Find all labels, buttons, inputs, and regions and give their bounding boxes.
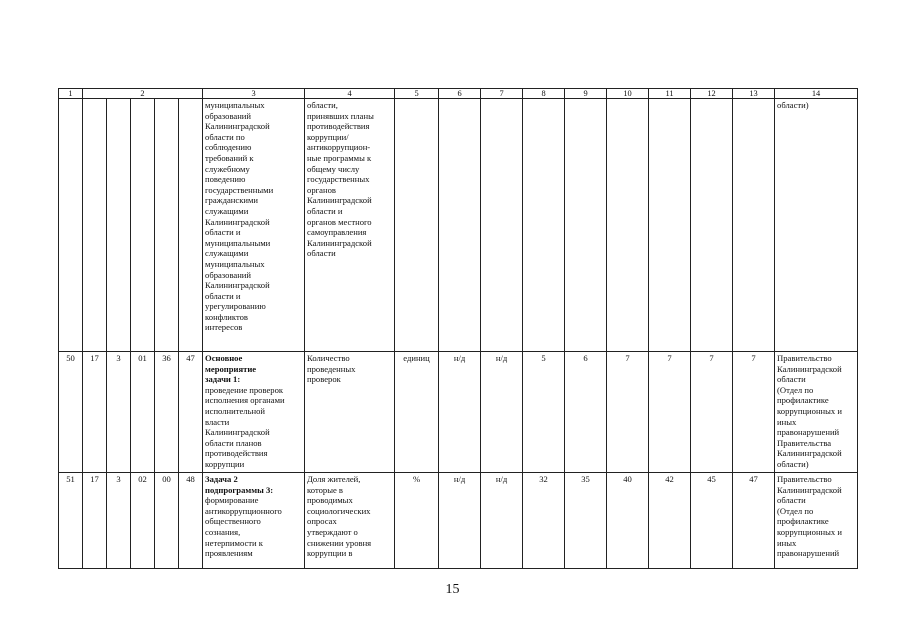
cell-empty <box>155 99 179 352</box>
cell-code-activity: 36 <box>155 352 179 473</box>
cell-empty <box>131 99 155 352</box>
header-cell-14: 14 <box>775 89 858 99</box>
header-row <box>59 89 858 99</box>
header-cell-13: 13 <box>733 89 775 99</box>
header-cell-5: 5 <box>395 89 439 99</box>
header-cell-7: 7 <box>481 89 523 99</box>
cell-code-task: 02 <box>131 473 155 569</box>
cell-code-subprogram: 3 <box>107 352 131 473</box>
cell-indicator: Количество проведенных проверок <box>305 352 395 473</box>
cell-row-number: 50 <box>59 352 83 473</box>
cell-value-col9: 6 <box>565 352 607 473</box>
cell-unit: % <box>395 473 439 569</box>
header-cell-4: 4 <box>305 89 395 99</box>
cell-task-description <box>203 473 305 569</box>
cell-responsible: Правительство Калининградской области (Отдел по профилактике коррупционных и иных правонарушений <box>775 473 858 569</box>
header-cell-3: 3 <box>203 89 305 99</box>
header-cell-6: 6 <box>439 89 481 99</box>
header-cell-11: 11 <box>649 89 691 99</box>
cell-empty <box>179 99 203 352</box>
cell-code-indicator: 47 <box>179 352 203 473</box>
cell-value-col6: н/д <box>439 352 481 473</box>
cell-empty <box>439 99 481 352</box>
task-heading: Задача 2 подпрограммы 3: <box>205 474 274 495</box>
cell-value-col7: н/д <box>481 473 523 569</box>
cell-empty <box>395 99 439 352</box>
table-row-51 <box>59 473 858 569</box>
cell-empty <box>691 99 733 352</box>
cell-empty <box>523 99 565 352</box>
cell-value-col12: 45 <box>691 473 733 569</box>
header-cell-9: 9 <box>565 89 607 99</box>
cell-code-program: 17 <box>83 473 107 569</box>
activity-heading: Основное мероприятие задачи 1: <box>205 353 257 385</box>
cell-value-col10: 7 <box>607 352 649 473</box>
cell-value-col6: н/д <box>439 473 481 569</box>
cell-value-col8: 5 <box>523 352 565 473</box>
cell-indicator: области, принявших планы противодействия коррупции/ антикоррупцион- ные программы к общему числу государственных органов Калининградской области и органов местного самоуправления Калининградской области <box>305 99 395 352</box>
cell-value-col13: 47 <box>733 473 775 569</box>
cell-empty <box>565 99 607 352</box>
cell-value-col13: 7 <box>733 352 775 473</box>
cell-code-task: 01 <box>131 352 155 473</box>
header-cell-1: 1 <box>59 89 83 99</box>
header-cell-2: 2 <box>83 89 203 99</box>
table-row-continuation <box>59 99 858 352</box>
cell-code-indicator: 48 <box>179 473 203 569</box>
cell-empty <box>607 99 649 352</box>
header-cell-10: 10 <box>607 89 649 99</box>
header-cell-8: 8 <box>523 89 565 99</box>
cell-empty <box>733 99 775 352</box>
cell-value-col11: 7 <box>649 352 691 473</box>
task-text: формирование антикоррупционного общественного сознания, нетерпимости к проявлениям <box>205 495 282 559</box>
cell-code-activity: 00 <box>155 473 179 569</box>
cell-empty <box>649 99 691 352</box>
cell-empty <box>481 99 523 352</box>
cell-task-description: муниципальных образований Калининградской области по соблюдению требований к служебному поведению государственными гражданскими служащими Калининградской области и муниципальными служащими муниципальных образований Калининградской области и урегулированию конфликтов интересов <box>203 99 305 352</box>
page-number: 15 <box>445 582 460 597</box>
cell-value-col7: н/д <box>481 352 523 473</box>
cell-value-col10: 40 <box>607 473 649 569</box>
cell-value-col8: 32 <box>523 473 565 569</box>
program-table <box>58 88 858 569</box>
cell-code-subprogram: 3 <box>107 473 131 569</box>
cell-unit: единиц <box>395 352 439 473</box>
header-cell-12: 12 <box>691 89 733 99</box>
cell-row-number: 51 <box>59 473 83 569</box>
cell-value-col9: 35 <box>565 473 607 569</box>
cell-task-description <box>203 352 305 473</box>
cell-empty <box>59 99 83 352</box>
cell-code-program: 17 <box>83 352 107 473</box>
cell-empty <box>83 99 107 352</box>
cell-responsible: области) <box>775 99 858 352</box>
cell-empty <box>107 99 131 352</box>
table-row-50 <box>59 352 858 473</box>
cell-responsible: Правительство Калининградской области (Отдел по профилактике коррупционных и иных правонарушений Правительства Калининградской области) <box>775 352 858 473</box>
cell-value-col11: 42 <box>649 473 691 569</box>
cell-value-col12: 7 <box>691 352 733 473</box>
cell-indicator: Доля жителей, которые в проводимых социологических опросах утверждают о снижении уровня коррупции в <box>305 473 395 569</box>
activity-text: проведение проверок исполнения органами исполнительной власти Калининградской области планов противодействия коррупции <box>205 384 285 469</box>
